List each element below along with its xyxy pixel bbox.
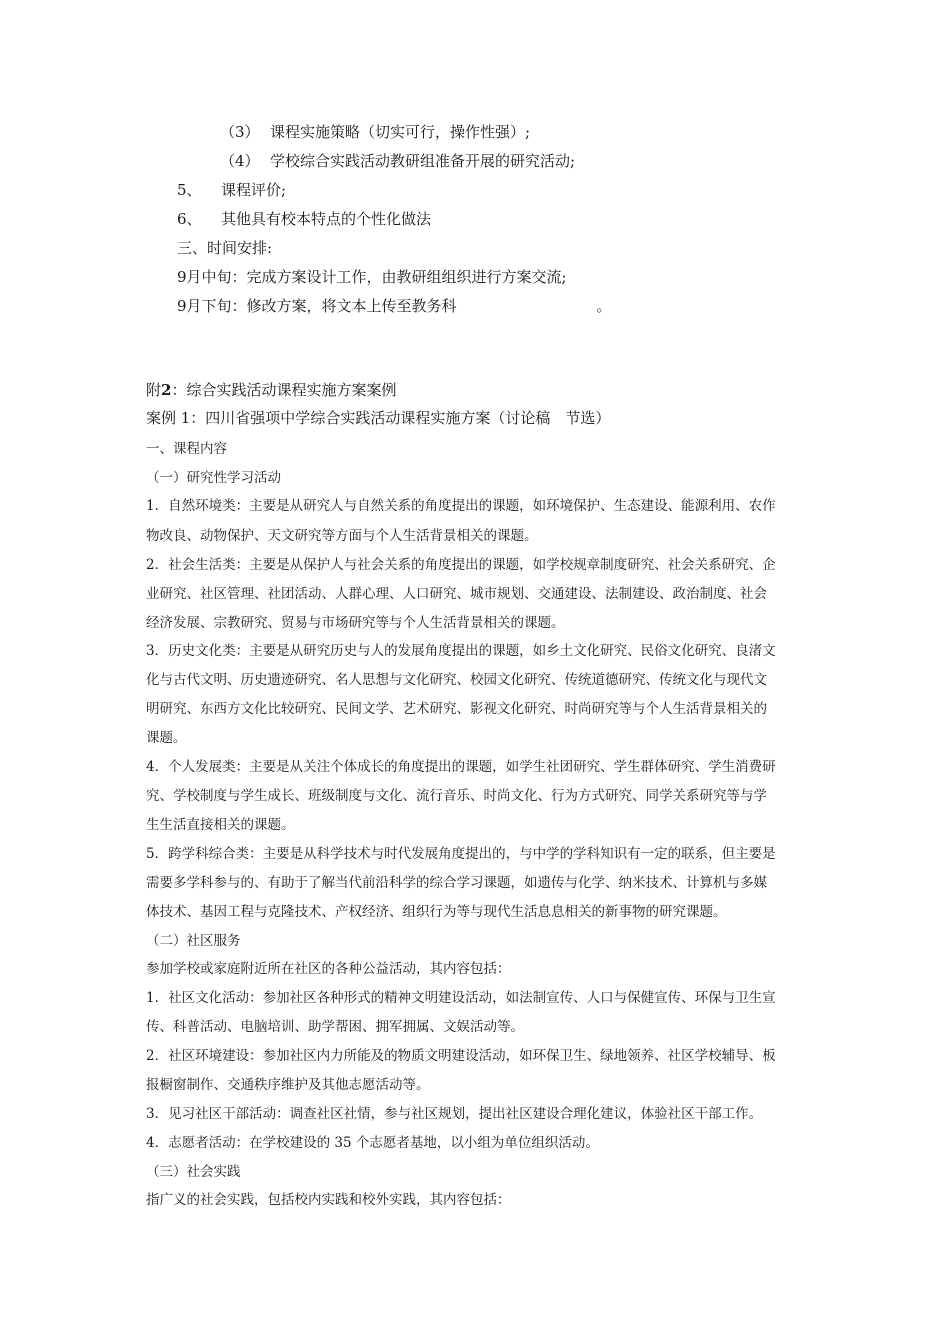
paragraph-line: 2．社会生活类：主要是从保护人与社会关系的角度提出的课题，如学校规章制度研究、社会关系研究、企 — [146, 557, 776, 573]
appendix-title: 附2：综合实践活动课程实施方案案例 — [146, 381, 397, 399]
schedule-heading: 三、时间安排: — [177, 239, 273, 257]
paragraph-line: 课题。 — [146, 730, 187, 746]
schedule-item-1: 9月中旬：完成方案设计工作，由教研组组织进行方案交流; — [177, 268, 567, 286]
paragraph-line: 指广义的社会实践，包括校内实践和校外实践，其内容包括： — [146, 1192, 511, 1208]
list-item-4: （4） 学校综合实践活动教研组准备开展的研究活动; — [220, 152, 576, 170]
schedule-item-2: 9月下旬：修改方案，将文本上传至教务科 。 — [177, 297, 612, 315]
paragraph-line: 3．历史文化类：主要是从研究历史与人的发展角度提出的课题，如乡土文化研究、民俗文化研究、良渚文 — [146, 643, 776, 659]
paragraph-line: 经济发展、宗教研究、贸易与市场研究等与个人生活背景相关的课题。 — [146, 615, 565, 631]
paragraph-line: 报橱窗制作、交通秩序维护及其他志愿活动等。 — [146, 1077, 430, 1093]
paragraph-line: 明研究、东西方文化比较研究、民间文学、艺术研究、影视文化研究、时尚研究等与个人生活背景相关的 — [146, 701, 767, 717]
list-item-5: 5、 课程评价; — [177, 181, 287, 199]
subheading-community: （二）社区服务 — [146, 933, 241, 949]
paragraph-line: 生生活直接相关的课题。 — [146, 817, 295, 833]
paragraph-line: 体技术、基因工程与克隆技术、产权经济、组织行为等与现代生活息息相关的新事物的研究课题。 — [146, 904, 727, 920]
subheading-research: （一）研究性学习活动 — [146, 470, 281, 486]
subheading-social-practice: （三）社会实践 — [146, 1164, 241, 1180]
paragraph-line: 物改良、动物保护、天文研究等方面与个人生活背景相关的课题。 — [146, 528, 538, 544]
paragraph-line: 参加学校或家庭附近所在社区的各种公益活动，其内容包括： — [146, 961, 511, 977]
paragraph-line: 需要多学科参与的、有助于了解当代前沿科学的综合学习课题，如遗传与化学、纳米技术、计算机与多媒 — [146, 875, 767, 891]
paragraph-line: 2．社区环境建设：参加社区内力所能及的物质文明建设活动，如环保卫生、绿地领养、社区学校辅导、板 — [146, 1048, 776, 1064]
case-title: 案例 1：四川省强项中学综合实践活动课程实施方案（讨论稿 节选） — [146, 409, 611, 427]
paragraph-line: 传、科普活动、电脑培训、助学帮困、拥军拥属、文娱活动等。 — [146, 1019, 524, 1035]
paragraph-line: 究、学校制度与学生成长、班级制度与文化、流行音乐、时尚文化、行为方式研究、同学关系研究等与学 — [146, 788, 767, 804]
paragraph-line: 3．见习社区干部活动：调查社区社情，参与社区规划，提出社区建设合理化建议，体验社区干部工作。 — [146, 1106, 763, 1122]
paragraph-line: 业研究、社区管理、社团活动、人群心理、人口研究、城市规划、交通建设、法制建设、政治制度、社会 — [146, 586, 767, 602]
paragraph-line: 5．跨学科综合类：主要是从科学技术与时代发展角度提出的，与中学的学科知识有一定的联系，但主要是 — [146, 846, 776, 862]
list-item-6: 6、 其他具有校本特点的个性化做法 — [177, 210, 432, 228]
paragraph-line: 1．自然环境类：主要是从研究人与自然关系的角度提出的课题，如环境保护、生态建设、能源利用、农作 — [146, 498, 776, 514]
paragraph-line: 1．社区文化活动：参加社区各种形式的精神文明建设活动，如法制宣传、人口与保健宣传、环保与卫生宣 — [146, 990, 776, 1006]
paragraph-line: 4．志愿者活动：在学校建设的 35 个志愿者基地，以小组为单位组织活动。 — [146, 1135, 599, 1151]
paragraph-line: 4．个人发展类：主要是从关注个体成长的角度提出的课题，如学生社团研究、学生群体研究、学生消费研 — [146, 759, 776, 775]
list-item-3: （3） 课程实施策略（切实可行，操作性强）; — [220, 123, 531, 141]
paragraph-line: 化与古代文明、历史遗迹研究、名人思想与文化研究、校园文化研究、传统道德研究、传统文化与现代文 — [146, 672, 767, 688]
section-heading-1: 一、课程内容 — [146, 441, 227, 457]
